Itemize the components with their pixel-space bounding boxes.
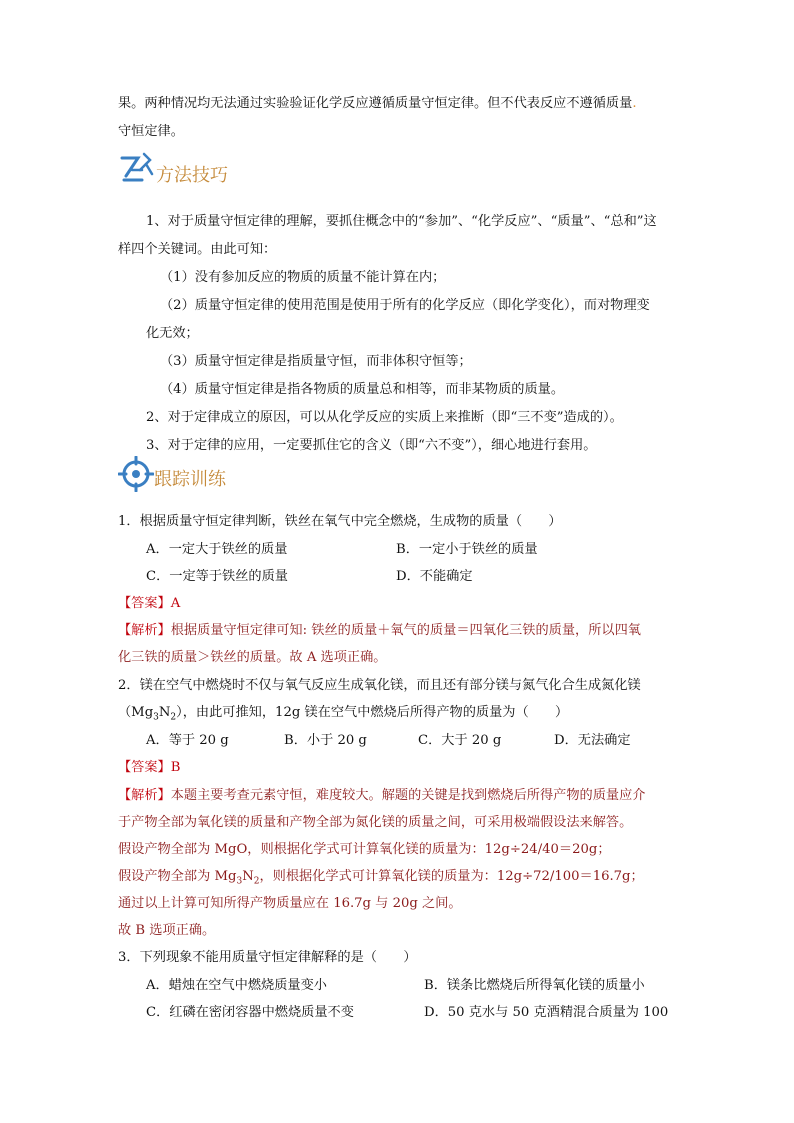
intro-line-2: 守恒定律。 xyxy=(118,124,184,139)
answer-value: A xyxy=(170,596,181,611)
q3-option-c: C．红磷在密闭容器中燃烧质量不变 xyxy=(146,1005,354,1020)
section-title-method: 方法技巧 xyxy=(156,165,228,186)
q1-option-a: A．一定大于铁丝的质量 xyxy=(146,542,288,557)
analysis-text: 根据质量守恒定律可知: 铁丝的质量＋氧气的质量＝四氧化三铁的质量，所以四氧 xyxy=(170,623,641,638)
q2-conclusion-2: 故 B 选项正确。 xyxy=(118,923,216,938)
method-p1-line-2: 样四个关键词。由此可知： xyxy=(118,242,277,257)
q1-analysis-line-1 xyxy=(118,621,641,641)
method-item-1: （1）没有参加反应的物质的质量不能计算在内； xyxy=(160,270,446,285)
q1-stem: 1．根据质量守恒定律判断，铁丝在氧气中完全燃烧，生成物的质量（ ） xyxy=(118,514,562,529)
answer-label: 【答案】 xyxy=(118,596,171,611)
method-p1-line-1: 1、对于质量守恒定律的理解，要抓住概念中的“参加”、“化学反应”、“质量”、“总和”这 xyxy=(146,214,657,229)
target-crosshair-icon xyxy=(118,456,154,492)
analysis-label: 【解析】 xyxy=(118,788,171,803)
q2-option-b: B．小于 20 g xyxy=(284,733,367,748)
q2-stem-line-1: 2．镁在空气中燃烧时不仅与氧气反应生成氧化镁，而且还有部分镁与氮气化合生成氮化镁 xyxy=(118,678,641,693)
q1-option-b: B．一定小于铁丝的质量 xyxy=(396,542,538,557)
method-p2: 2、对于定律成立的原因，可以从化学反应的实质上来推断（即“三不变”造成的）。 xyxy=(146,410,623,425)
intro-line-1: 果。两种情况均无法通过实验验证化学反应遵循质量守恒定律。但不代表反应不遵循质量. xyxy=(118,96,637,111)
q1-option-c: C．一定等于铁丝的质量 xyxy=(146,569,288,584)
compass-drafting-icon xyxy=(118,150,154,186)
q2-assume-1: 假设产物全部为 MgO，则根据化学式可计算氧化镁的质量为：12g÷24/40＝20g； xyxy=(118,842,611,857)
method-item-4: （4）质量守恒定律是指各物质的质量总和相等，而非某物质的质量。 xyxy=(160,382,565,397)
q2-stem-line-2: $(Mg_3N_2)$，由此可推知，12g 镁在空气中燃烧后所得产物的质量为（ ） xyxy=(118,705,569,723)
q2-analysis-line-2: 于产物全部为氧化镁的质量和产物全部为氮化镁的质量之间，可采用极端假设法来解答。 xyxy=(118,815,633,830)
answer-label: 【答案】 xyxy=(118,760,171,775)
q3-option-a: A．蜡烛在空气中燃烧质量变小 xyxy=(146,978,327,993)
q3-option-d: D．50 克水与 50 克酒精混合质量为 100 xyxy=(424,1005,669,1020)
method-item-3: （3）质量守恒定律是指质量守恒，而非体积守恒等； xyxy=(160,354,472,369)
q2-analysis-line-1 xyxy=(118,786,646,806)
q3-option-b: B．镁条比燃烧后所得氧化镁的质量小 xyxy=(424,978,645,993)
orange-dot: . xyxy=(632,96,637,111)
q1-answer xyxy=(118,594,180,614)
q2-option-c: C．大于 20 g xyxy=(418,733,502,748)
q2-answer xyxy=(118,758,180,778)
q2-option-a: A．等于 20 g xyxy=(146,733,229,748)
analysis-label: 【解析】 xyxy=(118,623,171,638)
section-title-practice: 跟踪训练 xyxy=(154,469,226,490)
q3-stem: 3．下列现象不能用质量守恒定律解释的是（ ） xyxy=(118,950,417,965)
q2-conclusion-1: 通过以上计算可知所得产物质量应在 16.7g 与 20g 之间。 xyxy=(118,896,462,911)
analysis-text: 本题主要考查元素守恒，难度较大。解题的关键是找到燃烧后所得产物的质量应介 xyxy=(170,788,646,803)
q2-assume-2: 假设产物全部为 $Mg_3N_2$，则根据化学式可计算氧化镁的质量为：12g÷72/100＝16.7g； xyxy=(118,869,644,887)
method-p3: 3、对于定律的应用，一定要抓住它的含义（即“六不变”），细心地进行套用。 xyxy=(146,438,597,453)
method-item-2-line-2: 化无效； xyxy=(146,326,199,341)
q2-option-d: D．无法确定 xyxy=(554,733,631,748)
answer-value: B xyxy=(170,760,181,775)
method-item-2-line-1: （2）质量守恒定律的使用范围是使用于所有的化学反应（即化学变化），而对物理变 xyxy=(160,298,650,313)
q1-analysis-line-2: 化三铁的质量＞铁丝的质量。故 A 选项正确。 xyxy=(118,650,387,665)
q1-option-d: D．不能确定 xyxy=(396,569,473,584)
